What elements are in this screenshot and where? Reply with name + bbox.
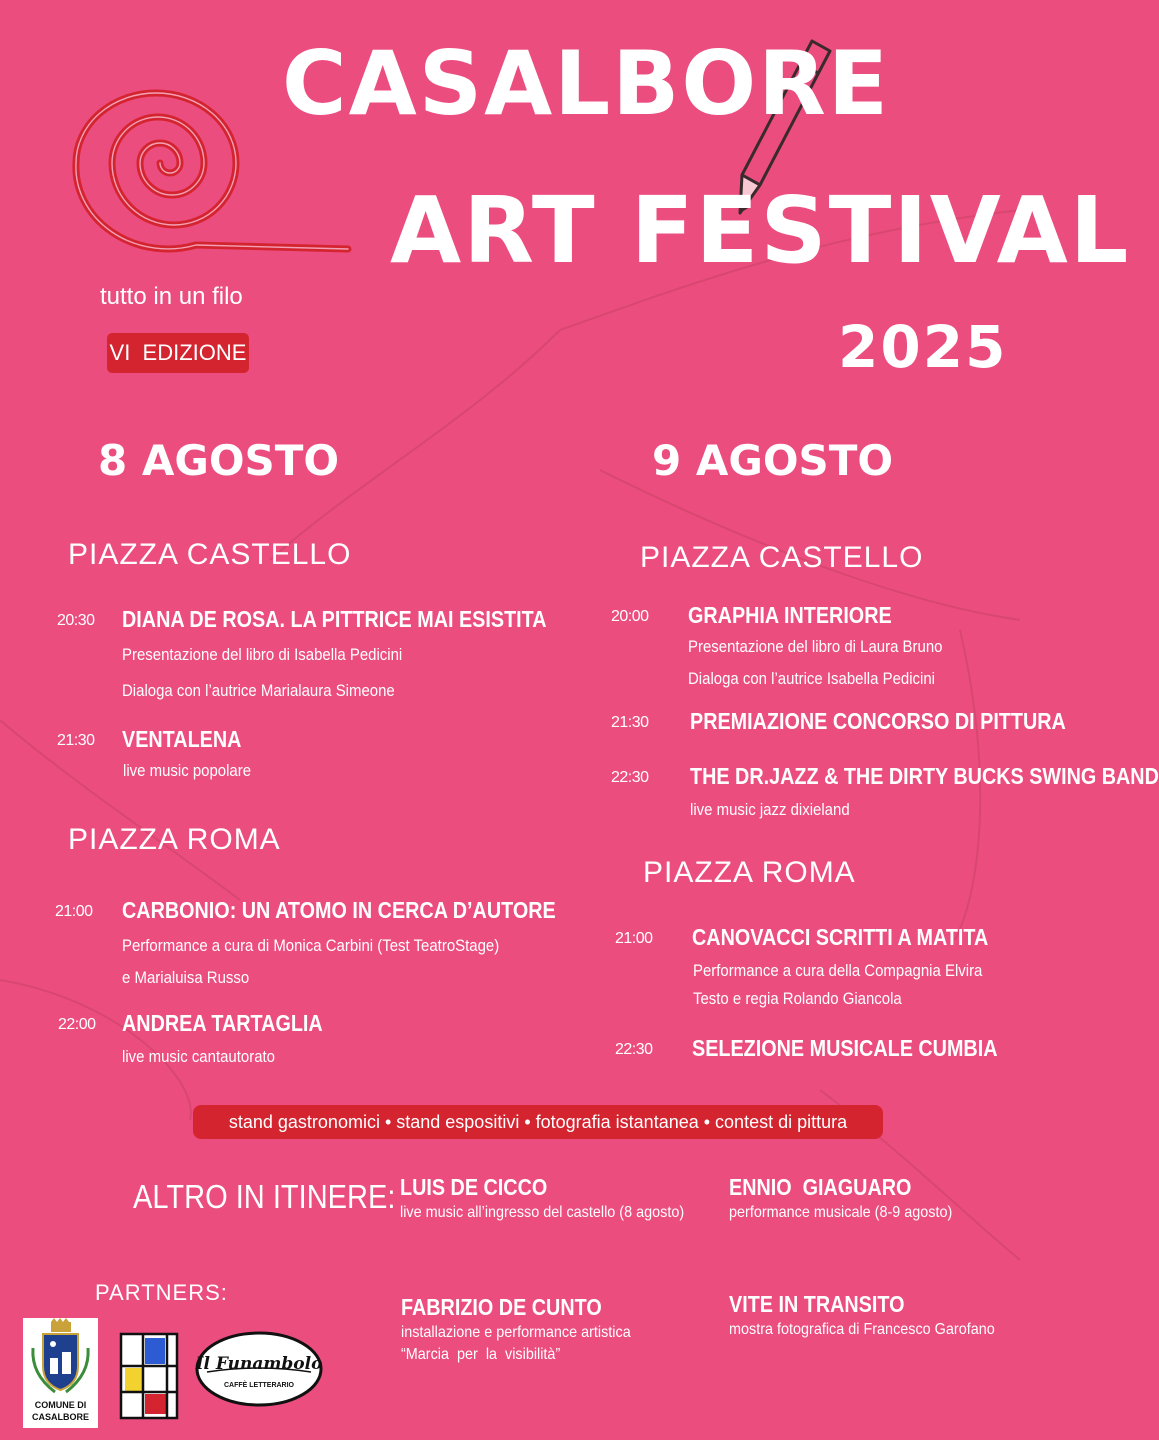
event-title: DIANA DE ROSA. LA PITTRICE MAI ESISTITA [122, 606, 547, 632]
itinerant-item-title: ENNIO GIAGUARO [729, 1174, 912, 1200]
event-detail: live music jazz dixieland [690, 800, 850, 819]
itinerant-item-detail: “Marcia per la visibilità” [401, 1346, 561, 1363]
mondrian-square-icon [115, 1328, 183, 1424]
partner-comune-logo [23, 1318, 98, 1428]
day1-venue1-heading: PIAZZA CASTELLO [68, 538, 352, 571]
day2-venue1-heading: PIAZZA CASTELLO [640, 541, 924, 574]
extras-bar-text: stand gastronomici • stand espositivi • fotografia istantanea • contest di pittura [228, 1111, 848, 1132]
festival-title-line2: ART FESTIVAL [390, 177, 1131, 284]
event-time: 21:00 [615, 930, 653, 947]
event-time: 21:30 [57, 732, 95, 749]
event-title: THE DR.JAZZ & THE DIRTY BUCKS SWING BAND [690, 763, 1159, 789]
event-detail: e Marialuisa Russo [122, 968, 250, 987]
event-title: ANDREA TARTAGLIA [122, 1010, 323, 1036]
festival-year: 2025 [838, 313, 1008, 381]
event-title: PREMIAZIONE CONCORSO DI PITTURA [690, 708, 1066, 734]
partner-comune-caption-1: COMUNE DI [34, 1400, 87, 1410]
event-detail: Presentazione del libro di Laura Bruno [688, 637, 943, 656]
itinerant-item-title: FABRIZIO DE CUNTO [401, 1294, 602, 1320]
event-time: 21:00 [55, 903, 93, 920]
event-detail: Performance a cura della Compagnia Elvira [693, 961, 983, 980]
itinerant-item-title: VITE IN TRANSITO [729, 1291, 905, 1317]
comune-crest-icon [23, 1318, 98, 1398]
event-detail: Presentazione del libro di Isabella Pedicini [122, 645, 403, 664]
itinerant-item-detail: live music all’ingresso del castello (8 agosto) [400, 1204, 685, 1221]
event-title: CANOVACCI SCRITTI A MATITA [692, 924, 989, 950]
edition-label: VI EDIZIONE [109, 340, 247, 365]
event-title: SELEZIONE MUSICALE CUMBIA [692, 1035, 998, 1061]
event-detail: Testo e regia Rolando Giancola [693, 989, 902, 1008]
itinerant-heading: ALTRO IN ITINERE: [133, 1178, 396, 1215]
itinerant-item-detail: performance musicale (8-9 agosto) [729, 1204, 953, 1221]
event-time: 22:00 [58, 1016, 96, 1033]
itinerant-item [729, 1172, 977, 1224]
event-time: 22:30 [615, 1041, 653, 1058]
event-time: 20:00 [611, 608, 649, 625]
event-title: GRAPHIA INTERIORE [688, 602, 892, 628]
partner-comune-caption-2: CASALBORE [31, 1412, 89, 1422]
tagline: tutto in un filo [100, 283, 243, 310]
event-detail: live music cantautorato [122, 1047, 276, 1066]
event-time: 20:30 [57, 612, 95, 629]
partner-funambolo-logo [193, 1330, 325, 1408]
day1-heading: 8 AGOSTO [98, 436, 340, 485]
event-title: VENTALENA [122, 726, 242, 752]
event-time: 21:30 [611, 714, 649, 731]
event-detail: live music popolare [123, 761, 252, 780]
funambolo-subtitle: CAFFÈ LETTERARIO [224, 1382, 294, 1389]
day2-heading: 9 AGOSTO [652, 436, 894, 485]
festival-title-line1: CASALBORE [282, 32, 891, 135]
itinerant-item-detail: mostra fotografica di Francesco Garofano [729, 1321, 995, 1338]
day2-venue2-heading: PIAZZA ROMA [643, 856, 856, 889]
itinerant-item-detail: installazione e performance artistica [401, 1324, 631, 1341]
itinerant-item [400, 1172, 716, 1224]
partners-heading: PARTNERS: [95, 1280, 228, 1305]
event-detail: Dialoga con l’autrice Marialaura Simeone [122, 681, 395, 700]
funambolo-name: Il Funambolo [195, 1354, 323, 1374]
day1-venue2-heading: PIAZZA ROMA [68, 823, 281, 856]
event-detail: Dialoga con l’autrice Isabella Pedicini [688, 669, 935, 688]
itinerant-item-title: LUIS DE CICCO [400, 1174, 548, 1200]
edition-badge [107, 333, 249, 373]
itinerant-item [401, 1292, 656, 1366]
event-title: CARBONIO: UN ATOMO IN CERCA D’AUTORE [122, 897, 556, 923]
event-detail: Performance a cura di Monica Carbini (Test TeatroStage) [122, 936, 500, 955]
extras-bar [193, 1105, 883, 1139]
event-time: 22:30 [611, 769, 649, 786]
itinerant-item [729, 1289, 1024, 1341]
